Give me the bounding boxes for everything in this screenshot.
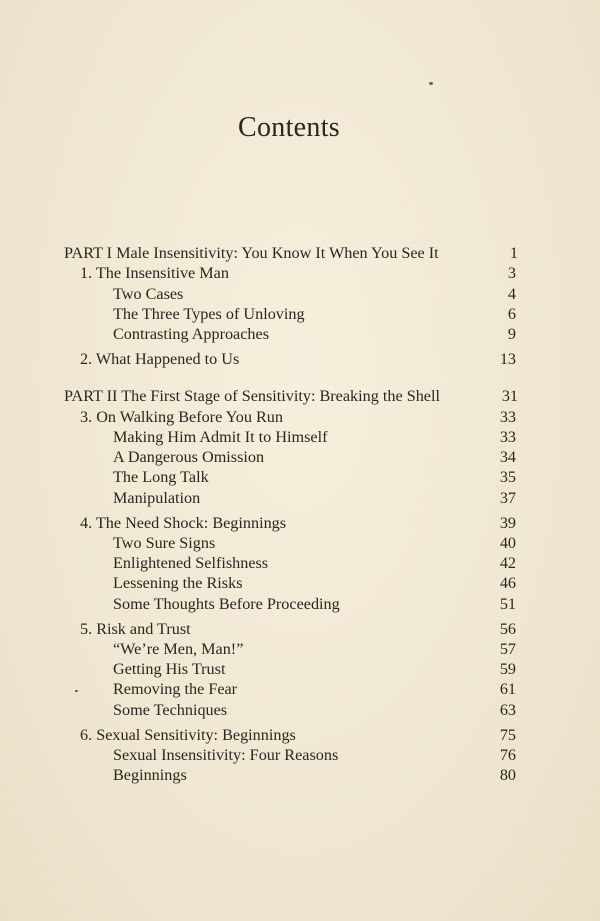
toc-entry-section [64,745,516,765]
toc-entry-section [64,467,516,487]
toc-entry-section [64,573,516,593]
toc-entry-part [64,386,516,406]
toc-entry-label: 1. The Insensitive Man [80,264,229,283]
toc-entry-label: Sexual Insensitivity: Four Reasons [113,745,339,764]
toc-entry-chapter [64,725,516,745]
toc-entry-label: 3. On Walking Before You Run [80,407,283,426]
toc-page-number: 75 [499,725,516,744]
toc-page-number: 76 [499,745,516,764]
toc-page-number: 13 [499,349,516,368]
ink-speck [429,82,433,85]
toc-entry-label: A Dangerous Omission [113,448,265,467]
toc-entry-section [64,679,516,699]
toc-page-number: 40 [499,533,516,552]
toc-entry-label: Getting His Trust [113,660,226,679]
toc-entry-label: 6. Sexual Sensitivity: Beginnings [80,725,296,744]
toc-page-number: 39 [499,513,516,532]
page-title: Contents [238,112,340,143]
toc-entry-section [64,639,516,659]
toc-entry-label: Some Thoughts Before Proceeding [113,594,340,613]
toc-entry-section [64,553,516,573]
toc-page-number: 31 [501,387,518,406]
toc-entry-chapter [64,407,516,427]
toc-page-number: 37 [499,488,516,507]
toc-entry-label: Manipulation [113,488,201,507]
toc-entry-label: PART II The First Stage of Sensitivity: Breaking the Shell [64,387,440,406]
toc-page-number: 61 [499,680,516,699]
toc-entry-section [64,284,516,304]
toc-entry-section [64,700,516,720]
toc-entry-part [64,243,516,263]
toc-page-number: 57 [499,639,516,658]
toc-entry-section [64,488,516,508]
toc-page-number: 51 [499,594,516,613]
toc-entry-chapter [64,513,516,533]
toc-entry-label: Contrasting Approaches [113,325,270,344]
toc-entry-section [64,594,516,614]
toc-page-number: 35 [499,468,516,487]
toc-page-number: 33 [499,427,516,446]
toc-page-number: 56 [499,619,516,638]
toc-entry-label: 4. The Need Shock: Beginnings [80,513,287,532]
toc-entry-section [64,304,516,324]
toc-page-number: 3 [507,264,516,283]
table-of-contents [64,243,516,785]
toc-entry-section [64,324,516,344]
toc-page-number: 80 [499,766,516,785]
toc-entry-chapter [64,263,516,283]
toc-entry-chapter [64,349,516,369]
toc-entry-label: The Long Talk [113,468,209,487]
toc-entry-section [64,533,516,553]
toc-entry-label: Removing the Fear [113,680,238,699]
toc-page-number: 33 [499,407,516,426]
toc-page-number: 9 [507,325,516,344]
toc-entry-label: Some Techniques [113,700,228,719]
toc-entry-label: Enlightened Selfishness [113,554,269,573]
toc-entry-section [64,765,516,785]
toc-entry-label: Beginnings [113,766,187,785]
toc-entry-label: PART I Male Insensitivity: You Know It When You See It [64,244,439,262]
toc-entry-label: Two Sure Signs [113,533,216,552]
toc-page-number: 63 [499,700,516,719]
toc-entry-label: 2. What Happened to Us [80,349,240,368]
toc-entry-label: Two Cases [113,284,184,303]
toc-entry-chapter [64,619,516,639]
toc-entry-label: Making Him Admit It to Himself [113,427,328,446]
toc-entry-section [64,447,516,467]
toc-entry-label: Lessening the Risks [113,574,243,593]
toc-entry-label: 5. Risk and Trust [80,619,191,638]
toc-page-number: 46 [499,574,516,593]
toc-page-number: 42 [499,554,516,573]
toc-page-number: 34 [499,448,516,467]
toc-entry-label: “We’re Men, Man!” [113,639,244,658]
toc-page-number: 6 [507,304,516,323]
toc-entry-section [64,659,516,679]
toc-entry-section [64,427,516,447]
toc-page-number: 59 [499,660,516,679]
toc-page-number: 1 [509,244,518,262]
toc-entry-label: The Three Types of Unloving [113,304,305,323]
toc-page-number: 4 [507,284,516,303]
